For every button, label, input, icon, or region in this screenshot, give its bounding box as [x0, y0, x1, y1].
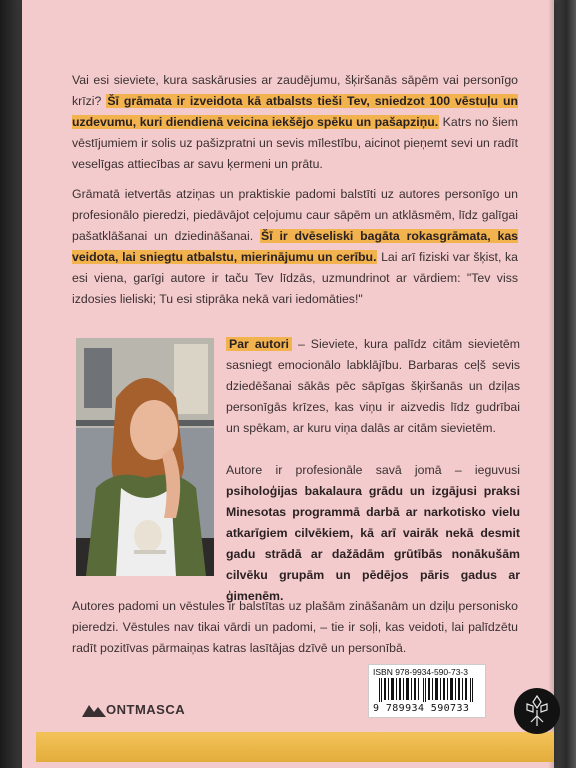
- author-label: Par autori: [226, 337, 292, 351]
- author-photo: [76, 338, 214, 576]
- background-right: [552, 0, 576, 768]
- mountain-icon: [82, 703, 106, 717]
- author-credentials: Autore ir profesionāle savā jomā – ieguvusi psiholoģijas bakalaura grādu un izgājusi praksi Minesotas programmā darbā ar narkotisko vielu atkarīgiem cilvēkiem, kā arī vairāk nekā desmit gadu strādā ar dažādām grūtībās nonākušām cilvēku grupām un pēdējos pāris gadus ar ģimenēm.: [226, 463, 520, 603]
- intro-highlight: Šī grāmata ir izveidota kā atbalsts tieši Tev, sniedzot 100 vēstuļu un uzdevumu, kuri diendienā veicina iekšējo spēku un pašapziņu.: [72, 94, 518, 129]
- author-bio: Par autori – Sieviete, kura palīdz citām sievietēm sasniegt emocionālo labklājību. Barbaras ceļš sevis dziedēšanai sākās pēc sāpīgas šķiršanās un dziļas personīgās krīzes, kas viņu ir aizvedis līdz gudrībai un spēkam, ar kuru viņa dalās ar citām sievietēm.: [226, 337, 520, 435]
- bottom-band: [36, 732, 554, 762]
- closing-paragraph: Autores padomi un vēstules ir balstītas uz plašām zināšanām un dziļu personisko pieredzi. Vēstules nav tikai vārdi un padomi, – tie ir soļi, kas veidoti, lai palīdzētu radīt pozitīvas pārmaiņas katras lasītājas dzīvē un personībā.: [72, 599, 518, 655]
- publisher-logo: ONTMASCA: [82, 702, 185, 717]
- flower-logo-icon: [514, 688, 560, 734]
- book-back-cover: [22, 0, 554, 768]
- intro-paragraph: Vai esi sieviete, kura saskārusies ar zaudējumu, šķiršanās sāpēm vai personīgo krīzi? Šī grāmata ir izveidota kā atbalsts tieši Tev, sniedzot 100 vēstuļu un uzdevumu, kuri diendienā veicina iekšējo spēku un pašapziņu. Katrs no šiem vēstījumiem ir solis uz pašizpratni un sevis mīlestību, aicinot pieņemt sevi un radīt veselīgas attiecības ar savu ķermeni un prātu.: [72, 73, 519, 171]
- background-left: [0, 0, 22, 768]
- isbn-barcode: ISBN 978-9934-590-73-3 9 789934 590733: [368, 664, 486, 718]
- body-paragraph: Grāmatā ietvertās atziņas un praktiskie padomi balstīti uz autores personīgo un profesionālo pieredzi, piedāvājot ceļojumu caur sāpēm un atklāsmēm, līdz galīgai pašatklāšanai un dziedināšanai. Šī ir dvēseliski bagāta rokasgrāmata, kas veidota, lai sniegtu atbalstu, mierinājumu un cerību. Lai arī fiziski var šķist, ka esi viena, garīgi autore ir taču Tev līdzās, uzmundrinot ar vārdiem: "Tev viss izdosies lieliski; Tu esi stiprāka nekā vari iedomāties!": [72, 187, 519, 306]
- body-highlight: Šī ir dvēseliski bagāta rokasgrāmata, kas veidota, lai sniegtu atbalstu, mierinājumu un cerību.: [72, 229, 519, 264]
- watermark-badge: [514, 688, 560, 734]
- barcode-icon: [379, 678, 475, 702]
